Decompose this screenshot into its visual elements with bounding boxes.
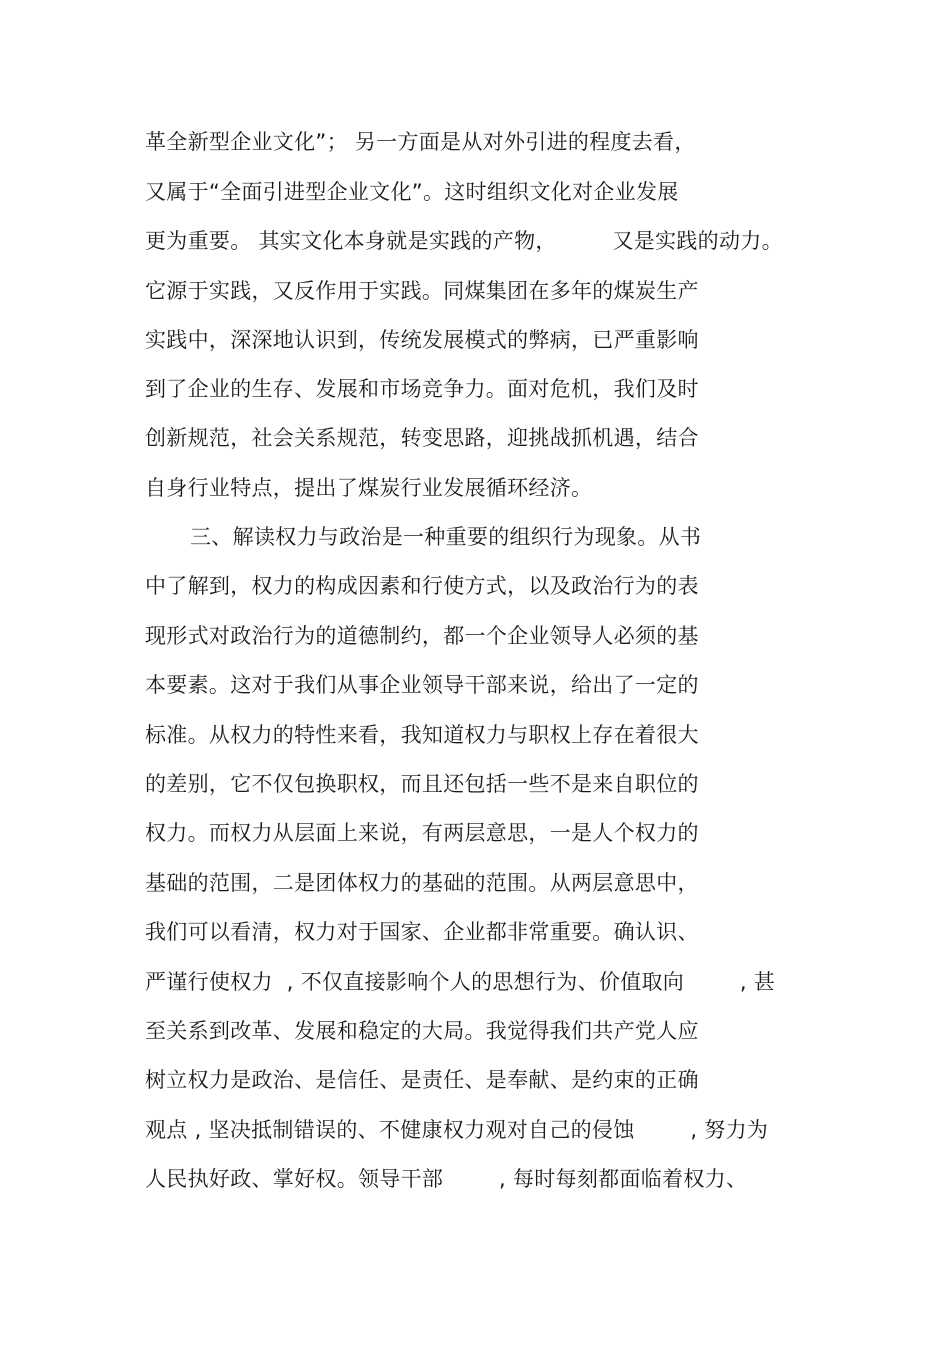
text-line: 本要素。这对于我们从事企业领导干部来说，给出了一定的 xyxy=(145,673,699,697)
text-line: 又属于“全面引进型企业文化”。这时组织文化对企业发展 xyxy=(145,180,679,204)
text-line: 人民执好政、掌好权。领导干部 , 每时每刻都面临着权力、 xyxy=(145,1167,748,1191)
text-line: 观点 , 坚决抵制错误的、不健康权力观对自己的侵蚀 , 努力为 xyxy=(145,1118,769,1142)
text-line: 的差别，它不仅包换职权，而且还包括一些不是来自职位的 xyxy=(145,772,699,796)
text-line: 实践中，深深地认识到，传统发展模式的弊病，已严重影响 xyxy=(145,328,699,352)
text-line: 我们可以看清，权力对于国家、企业都非常重要。确认识、 xyxy=(145,920,699,944)
text-line: 自身行业特点，提出了煤炭行业发展循环经济。 xyxy=(145,476,593,500)
text-line: 基础的范围，二是团体权力的基础的范围。从两层意思中， xyxy=(145,871,699,895)
text-line: 标准。从权力的特性来看，我知道权力与职权上存在着很大 xyxy=(145,723,699,747)
text-line: 树立权力是政治、是信任、是责任、是奉献、是约束的正确 xyxy=(145,1068,699,1092)
text-line: 中了解到，权力的构成因素和行使方式，以及政治行为的表 xyxy=(145,574,699,598)
text-line: 现形式对政治行为的道德制约，都一个企业领导人必须的基 xyxy=(145,624,699,648)
text-line: 它源于实践，又反作用于实践。同煤集团在多年的煤炭生产 xyxy=(145,279,699,303)
text-line: 到了企业的生存、发展和市场竞争力。面对危机，我们及时 xyxy=(145,377,699,401)
text-line: 权力。而权力从层面上来说，有两层意思，一是人个权力的 xyxy=(145,821,699,845)
section-heading-paragraph: 三、解读权力与政治是一种重要的组织行为现象。从书 xyxy=(190,525,702,549)
text-line: 至关系到改革、发展和稳定的大局。我觉得我们共产党人应 xyxy=(145,1019,699,1043)
text-line: 严谨行使权力 , 不仅直接影响个人的思想行为、价值取向 , 甚 xyxy=(145,970,776,994)
text-line: 革全新型企业文化”； 另一方面是从对外引进的程度去看， xyxy=(145,130,696,154)
text-line: 更为重要。 其实文化本身就是实践的产物， 又是实践的动力。 xyxy=(145,229,783,253)
text-line: 创新规范，社会关系规范，转变思路，迎挑战抓机遇，结合 xyxy=(145,426,699,450)
